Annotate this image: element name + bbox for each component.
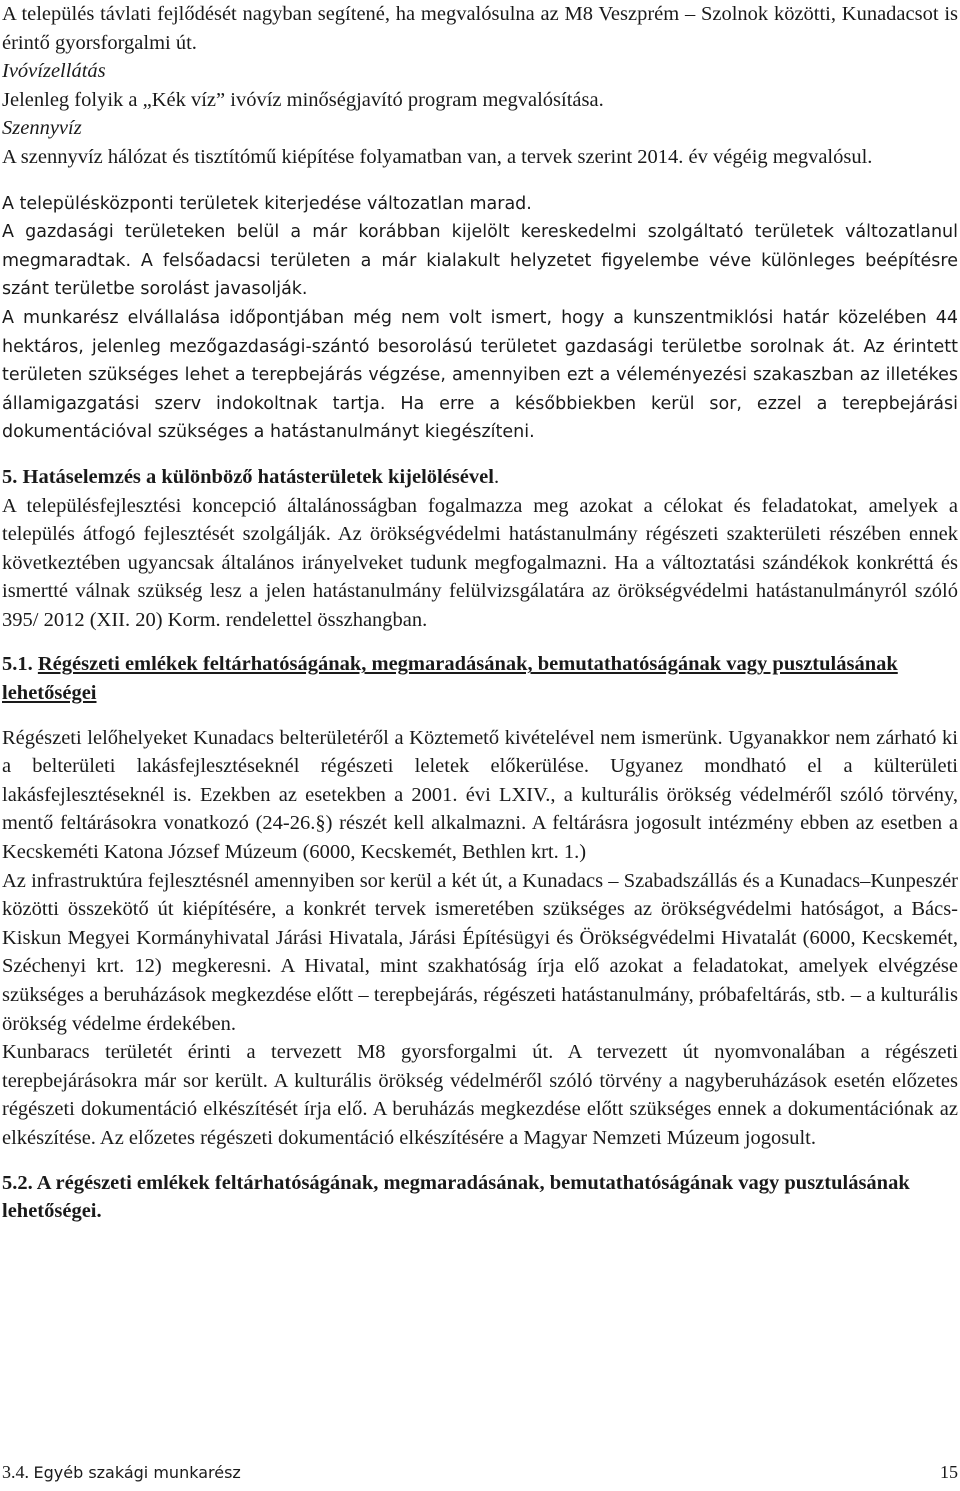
footer-page-number: 15 xyxy=(940,1462,958,1482)
paragraph-infrastructure: Az infrastruktúra fejlesztésnél amennyiben sor kerül a két út, a Kunadacs – Szabadszállás és a Kunadacs–Kunpeszér közötti összekötő út kiépítésére, a konkrét tervek ismeretében szükséges az örökségvédelmi hatóságot, a Bács-Kiskun Megyei Kormányhivatal Járási Hivatala, Járási Építésügyi és Örökségvédelmi Hivatalát (6000, Kecskemét, Széchenyi krt. 12) megkeresni. A Hivatal, mint szakhatóság írja elő azokat a feladatokat, amelyek elvégzése szükséges a beruházások megkezdése előtt – terepbejárás, régészeti hatástanulmány, próbafeltárás, stb. – a kulturális örökség védelme érdekében. xyxy=(2,869,958,1035)
heading-section-5-2-number: 5.2. xyxy=(2,1171,37,1194)
heading-section-5-2 xyxy=(2,1169,958,1226)
document-body xyxy=(2,0,958,1226)
paragraph-center-areas: A településközponti területek kiterjedése változatlan marad. xyxy=(2,193,532,214)
paragraph-sewage: A szennyvíz hálózat és tisztítómű kiépítése folyamatban van, a tervek szerint 2014. év végéig megvalósul. xyxy=(2,145,873,168)
heading-sewage: Szennyvíz xyxy=(2,117,82,140)
heading-water-supply: Ivóvízellátás xyxy=(2,60,106,83)
paragraph-water-supply: Jelenleg folyik a „Kék víz” ivóvíz minőségjavító program megvalósítása. xyxy=(2,88,604,111)
heading-section-5-title: 5. Hatáselemzés a különböző hatásterületek kijelölésével xyxy=(2,465,494,488)
heading-section-5-2-title: A régészeti emlékek feltárhatóságának, megmaradásának, bemutathatóságának vagy pusztulásának lehetőségei. xyxy=(2,1171,910,1223)
paragraph-economic-areas: A gazdasági területeken belül a már korábban kijelölt kereskedelmi szolgáltató területek változatlanul megmaradtak. A felsőadacsi területen a már kialakult helyzetet figyelembe véve különleges beépítésre szánt területbe sorolást javasolják. xyxy=(2,222,958,300)
heading-section-5-1 xyxy=(2,650,958,707)
heading-section-5 xyxy=(2,463,958,492)
heading-section-5-1-title: Régészeti emlékek feltárhatóságának, megmaradásának, bemutathatóságának vagy pusztulásának lehetőségei xyxy=(2,653,898,705)
footer-section-label xyxy=(2,1462,241,1483)
page-footer xyxy=(2,1462,958,1483)
paragraph-section-5: A településfejlesztési koncepció általánosságban fogalmazza meg azokat a célokat és feladatokat, amelyek a település átfogó fejlesztését szolgálják. Az örökségvédelmi hatástanulmány régészeti szakterületi részében ennek következtében ugyancsak általános irányelveket tudunk megfogalmazni. Ha a változtatási szándékok konkréttá és ismertté válnak szükség lesz a jelen hatástanulmány felülvizsgálatára az örökségvédelmi hatástanulmányról szóló 395/ 2012 (XII. 20) Korm. rendelettel összhangban. xyxy=(2,494,958,631)
footer-section-text: Egyéb szakági munkarész xyxy=(33,1463,241,1482)
paragraph-work-scope: A munkarész elvállalása időpontjában még nem volt ismert, hogy a kunszentmiklósi határ közelében 44 hektáros, jelenleg mezőgazdasági-szántó besorolású területet gazdasági területbe sorolnak át. Az érintett területen szükséges lehet a terepbejárás végzése, amennyiben ezt a véleményezési szakaszban az illetékes államigazgatási szerv indokoltnak tartja. Ha erre a későbbiekben kerül sor, ezzel a terepbejárási dokumentációval szükséges a hatástanulmányt kiegészíteni. xyxy=(2,307,958,443)
heading-section-5-dot: . xyxy=(493,465,500,488)
paragraph-archaeological-sites: Régészeti lelőhelyeket Kunadacs belterületéről a Köztemető kivételével nem ismerünk. Ugyanakkor nem zárható ki a belterületi lakásfejlesztéseknél régészeti leletek előkerülése. Ugyanez mondható el a külterületi lakásfejlesztéseknél is. Ezekben az esetekben a 2001. évi LXIV., a kulturális örökség védelméről szóló törvény, mentő feltárásokra vonatkozó (24-26.§) részét kell alkalmazni. A feltárásra jogosult intézmény ebben az esetben a Kecskeméti Katona József Múzeum (6000, Kecskemét, Bethlen krt. 1.) xyxy=(2,726,958,864)
paragraph-m8-road: A település távlati fejlődését nagyban segítené, ha megvalósulna az M8 Veszprém – Szolnok közötti, Kunadacsot is érintő gyorsforgalmi út. xyxy=(2,3,958,54)
footer-section-number: 3.4. xyxy=(2,1462,29,1482)
heading-section-5-1-number: 5.1. xyxy=(2,653,38,676)
paragraph-m8-kunbaracs: Kunbaracs területét érinti a tervezett M8 gyorsforgalmi út. A tervezett út nyomvonalában a régészeti terepbejárásokra már sor került. A kulturális örökség védelméről szóló törvény a nagyberuházások esetén előzetes régészeti dokumentáció elkészítését írja elő. A beruházás megkezdése előtt szükséges ennek a dokumentációnak az elkészítése. Az előzetes régészeti dokumentáció elkészítésére a Magyar Nemzeti Múzeum jogosult. xyxy=(2,1041,958,1149)
